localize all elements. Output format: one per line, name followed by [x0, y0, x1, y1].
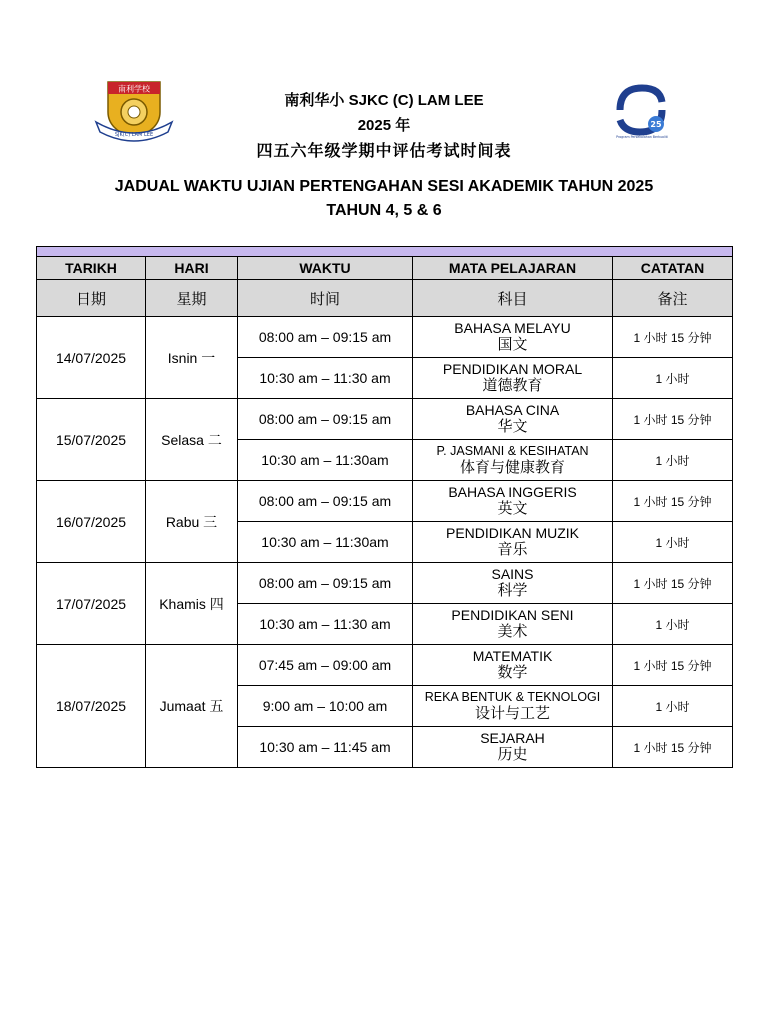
duration-note: 1 小时 15 分钟 [613, 563, 733, 604]
time-cell: 08:00 am – 09:15 am [238, 317, 413, 358]
col-header-subject-cn: 科目 [413, 280, 613, 317]
subject-name-cn: 音乐 [497, 541, 528, 558]
subject-cell [413, 686, 613, 727]
col-header-subject: MATA PELAJARAN [413, 257, 613, 280]
subject-name: PENDIDIKAN MUZIK [445, 525, 579, 541]
col-header-note-cn: 备注 [613, 280, 733, 317]
time-cell: 08:00 am – 09:15 am [238, 481, 413, 522]
header-band [37, 247, 733, 257]
emblem-number: 25 [650, 120, 662, 129]
time-cell: 10:30 am – 11:30am [238, 522, 413, 563]
duration-note: 1 小时 15 分钟 [613, 399, 733, 440]
subject-name: PENDIDIKAN MORAL [442, 361, 583, 377]
time-cell: 10:30 am – 11:45 am [238, 727, 413, 768]
time-cell: 10:30 am – 11:30 am [238, 358, 413, 399]
day-cell: Khamis 四 [146, 563, 238, 645]
year-line: 2025 年 [357, 117, 411, 134]
subject-name-cn: 道德教育 [482, 377, 543, 394]
duration-note: 1 小时 [613, 604, 733, 645]
duration-note: 1 小时 15 分钟 [613, 645, 733, 686]
document-subtitle: TAHUN 4, 5 & 6 [326, 202, 442, 219]
subject-name: BAHASA CINA [465, 402, 560, 418]
subject-cell [413, 727, 613, 768]
subject-name-cn: 国文 [497, 336, 528, 353]
subject-cell [413, 563, 613, 604]
col-header-day: HARI [146, 257, 238, 280]
school-name-line [0, 89, 768, 110]
school-name-cn: 南利华小 [284, 92, 345, 109]
subject-name-cn: 华文 [497, 418, 528, 435]
document-title: JADUAL WAKTU UJIAN PERTENGAHAN SESI AKADEMIK TAHUN 2025 [114, 178, 654, 195]
date-cell: 16/07/2025 [37, 481, 146, 563]
subject-name: BAHASA INGGERIS [448, 484, 577, 500]
day-cell: Isnin 一 [146, 317, 238, 399]
col-header-note: CATATAN [613, 257, 733, 280]
subject-name: P. JASMANI & KESIHATAN [436, 444, 589, 458]
duration-note: 1 小时 15 分钟 [613, 481, 733, 522]
date-cell: 18/07/2025 [37, 645, 146, 768]
subject-name-cn: 科学 [497, 582, 528, 599]
subject-name-cn: 数学 [497, 664, 528, 681]
subject-name-cn: 英文 [497, 500, 528, 517]
subject-name: REKA BENTUK & TEKNOLOGI [424, 690, 601, 704]
date-cell: 17/07/2025 [37, 563, 146, 645]
time-cell: 08:00 am – 09:15 am [238, 399, 413, 440]
subject-cell [413, 358, 613, 399]
duration-note: 1 小时 [613, 522, 733, 563]
subject-name-cn: 设计与工艺 [474, 705, 550, 722]
subject-cell [413, 440, 613, 481]
duration-note: 1 小时 15 分钟 [613, 727, 733, 768]
duration-note: 1 小时 [613, 440, 733, 481]
date-cell: 15/07/2025 [37, 399, 146, 481]
col-header-date-cn: 日期 [37, 280, 146, 317]
subject-cell [413, 481, 613, 522]
header-row-cn [37, 280, 733, 317]
date-cell: 14/07/2025 [37, 317, 146, 399]
table-row [37, 399, 733, 440]
subject-cell [413, 522, 613, 563]
col-header-date: TARIKH [37, 257, 146, 280]
time-cell: 07:45 am – 09:00 am [238, 645, 413, 686]
subject-name: MATEMATIK [472, 648, 553, 664]
subject-name-cn: 美术 [497, 623, 528, 640]
time-cell: 9:00 am – 10:00 am [238, 686, 413, 727]
table-row [37, 481, 733, 522]
subject-cell [413, 645, 613, 686]
day-cell: Jumaat 五 [146, 645, 238, 768]
duration-note: 1 小时 15 分钟 [613, 317, 733, 358]
subject-cell [413, 399, 613, 440]
subject-name: SEJARAH [480, 730, 545, 746]
subject-name: BAHASA MELAYU [454, 320, 571, 336]
school-name: SJKC (C) LAM LEE [348, 92, 484, 109]
subject-name-cn: 体育与健康教育 [459, 459, 565, 476]
subject-cell [413, 317, 613, 358]
subject-cell [413, 604, 613, 645]
header-row [37, 257, 733, 280]
table-row [37, 563, 733, 604]
duration-note: 1 小时 [613, 358, 733, 399]
subtitle-cn: 四五六年级学期中评估考试时间表 [256, 143, 512, 160]
time-cell: 10:30 am – 11:30 am [238, 604, 413, 645]
table-row [37, 645, 733, 686]
time-cell: 10:30 am – 11:30am [238, 440, 413, 481]
subject-name-cn: 历史 [497, 746, 528, 763]
day-cell: Selasa 二 [146, 399, 238, 481]
emblem-caption: Program Persekolahan Berkualiti [616, 135, 668, 139]
col-header-day-cn: 星期 [146, 280, 238, 317]
crest-motto: SJK(C) LAM LEE [114, 132, 154, 138]
time-cell: 08:00 am – 09:15 am [238, 563, 413, 604]
col-header-time: WAKTU [238, 257, 413, 280]
crest-label: 南利学校 [118, 84, 150, 94]
col-header-time-cn: 时间 [238, 280, 413, 317]
subject-name: PENDIDIKAN SENI [451, 607, 574, 623]
day-cell: Rabu 三 [146, 481, 238, 563]
exam-timetable [36, 246, 733, 768]
duration-note: 1 小时 [613, 686, 733, 727]
subject-name: SAINS [491, 566, 534, 582]
table-row [37, 317, 733, 358]
